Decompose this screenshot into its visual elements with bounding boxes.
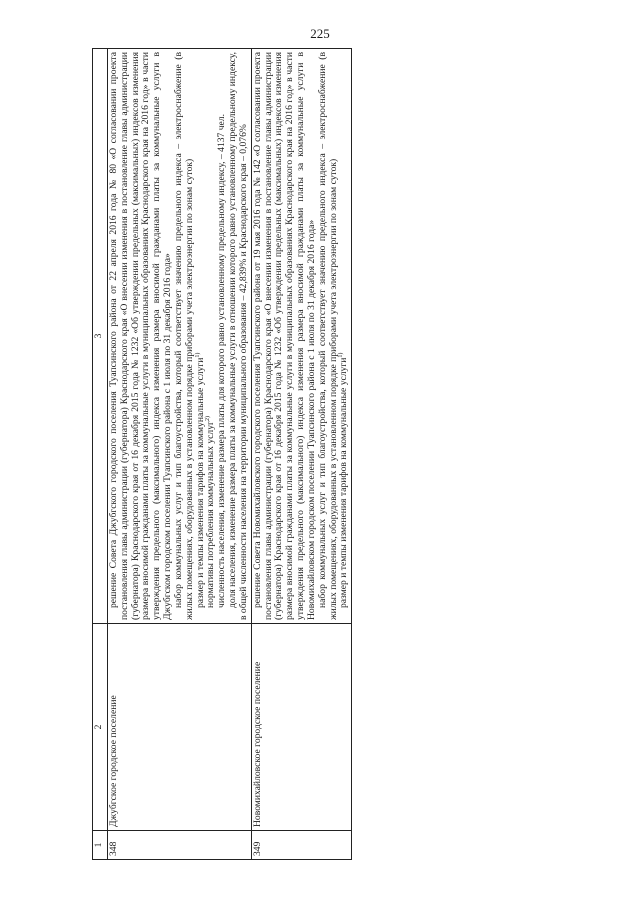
description-paragraph: решение Совета Джубгского городского поселения Туапсинского района от 22 апреля 2016 года № 80 «О согласовании проекта постановления главы администрации (губернатора) Краснодарского края «О внесении изменения в постановление главы администрации (губернатора) Краснодарского края от 16 декабря 2015 года № 1232 «Об утверждении предельных (максимальных) индексов изменения размера вносимой гражданами платы за коммунальные услуги в муниципальных образованиях Краснодарского края на 2016 год» в части утверждения предельного (максимального) индекса изменения размера вносимой гражданами платы за коммунальные услуги в Джубгском городском поселении Туапсинского района с 1 июля по 31 декабря 2016 года» [108, 52, 174, 620]
rotated-table-container [92, 52, 552, 860]
description-paragraph: размер и темпы изменения тарифов на коммунальные услуги$^{1)}$ [338, 352, 350, 608]
header-col-2: 2 [93, 624, 108, 831]
description-paragraph: набор коммунальных услуг и тип благоустройства, который соответствует значению предельного индекса – электроснабжение (в жилых помещениях, оборудованных в установленном порядке приборами учета электроэнергии по зонам суток) [172, 52, 195, 620]
page-number: 225 [310, 26, 330, 41]
footnote-marker: 2) [205, 416, 212, 422]
data-table [92, 48, 352, 860]
table-header-row [93, 49, 108, 860]
description-paragraph: нормативы потребления коммунальных услуг$^{2)}$ [205, 416, 217, 608]
description-paragraph: набор коммунальных услуг и тип благоустройства, который соответствует значению предельного индекса – электроснабжение (в жилых помещениях, оборудованных в установленном порядке приборами учета электроэнергии по зонам суток) [316, 52, 339, 620]
table-row [251, 49, 351, 860]
description-paragraph: решение Совета Новомихайловского городского поселения Туапсинского района от 19 мая 2016 года № 142 «О согласовании проекта постановления главы администрации (губернатора) Краснодарского края «О внесении изменения в постановление главы администрации (губернатора) Краснодарского края от 16 декабря 2015 года № 1232 «Об утверждении предельных (максимальных) индексов изменения размера вносимой гражданами платы за коммунальные услуги в муниципальных образованиях Краснодарского края на 2016 год» в части утверждения предельного (максимального) индекса изменения размера вносимой гражданами платы за коммунальные услуги в Новомихайловском городском поселении Туапсинского района с 1 июля по 31 декабря 2016 года» [251, 52, 317, 620]
footnote-marker: 1) [194, 352, 201, 358]
description-paragraph: численность населения, изменение размера платы для которого равно установленному предельному индексу, – 4137 чел. [216, 114, 228, 608]
header-col-1: 1 [93, 831, 108, 860]
description-paragraph: доля населения, изменение размера платы за коммунальные услуги в отношении которого равно установленному предельному индексу, в общей численности населения на территории муниципального образования – 42,839% и Краснодарского края – 0,076% [227, 52, 249, 620]
municipality-name: Джубгское городское поселение [108, 624, 252, 831]
header-col-3: 3 [93, 49, 108, 624]
description-paragraph: размер и темпы изменения тарифов на коммунальные услуги$^{1)}$ [194, 352, 206, 608]
row-number: 348 [108, 831, 252, 860]
row-number: 349 [251, 831, 351, 860]
municipality-name: Новомихайловское городское поселение [251, 624, 351, 831]
table-row [108, 49, 252, 860]
row-description [251, 49, 351, 624]
footnote-marker: 1) [338, 352, 345, 358]
row-description [108, 49, 252, 624]
